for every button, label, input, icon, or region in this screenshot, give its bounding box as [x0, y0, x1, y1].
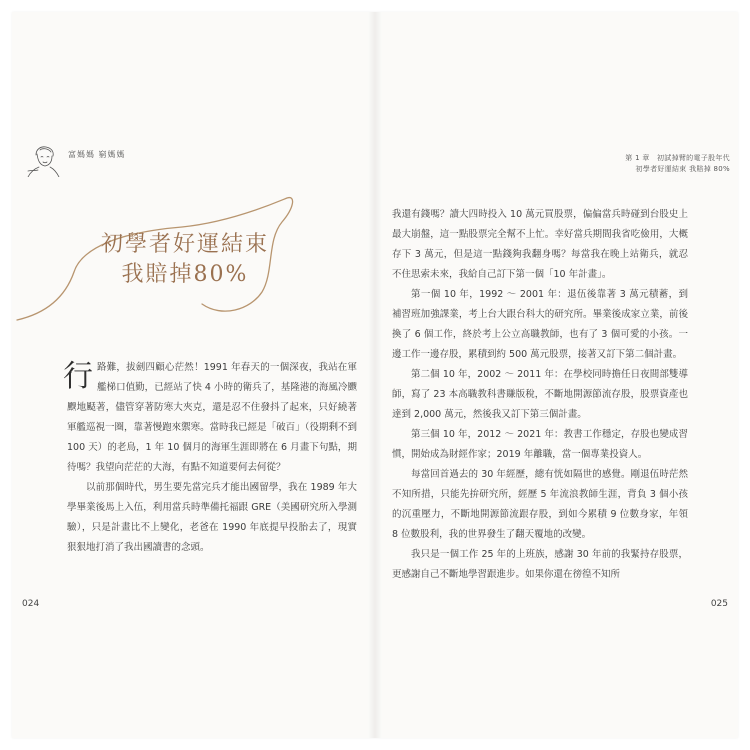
book-spread	[12, 12, 738, 738]
right-body-text	[392, 205, 688, 585]
right-page	[375, 12, 738, 738]
running-header-title: 初學者好運結束 我賠掉 80%	[635, 165, 730, 173]
paragraph: 以前那個時代，男生要先當完兵才能出國留學，我在 1989 年大學畢業後馬上入伍，利用當兵時準備托福跟 GRE（美國研究所入學測驗），只是計畫比不上變化，老爸在 1990 年底提早投胎去了，現實狠狠地打消了我出國讀書的念頭。	[67, 482, 357, 553]
running-header	[625, 153, 730, 175]
paragraph: 每當回首過去的 30 年經歷，總有恍如隔世的感覺。剛退伍時茫然不知所措，只能先拚研究所，經歷 5 年流浪教師生涯，背負 3 個小孩的沉重壓力，不斷地開源節流跟存股，到如今累積 9 位數身家，年領 8 位數股利，我的世界發生了翻天覆地的改變。	[392, 469, 688, 540]
left-page	[12, 12, 375, 738]
paragraph-text: 路難，拔劍四顧心茫然！1991 年春天的一個深夜，我站在軍艦梯口值勤，已經站了快 4 小時的衛兵了，基隆港的海風冷颼颼地颳著，儘管穿著防寒大夾克，還是忍不住發抖了起來，只好繞著軍艦巡視一圈，靠著慢跑來禦寒。當時我已經是「破百」（役期剩不到 100 天）的老鳥，1 年 10 個月的海軍生涯即將在 6 月畫下句點，期待嗎？我望向茫茫的大海，有點不知道要何去何從？	[67, 362, 357, 473]
author-label: 富媽媽 窮媽媽	[68, 150, 126, 159]
paragraph: 第三個 10 年，2012 ～ 2021 年：教書工作穩定，存股也變成習慣，開始成為財經作家；2019 年離職，當一個專業投資人。	[392, 429, 688, 460]
running-header-chapter: 第 1 章 初試掉臂的電子股年代	[625, 154, 730, 162]
chapter-title-line-1: 初學者好運結束	[100, 232, 269, 257]
paragraph: 第一個 10 年，1992 ～ 2001 年：退伍後靠著 3 萬元積蓄，到補習班加強課業，考上台大跟台科大的研究所。畢業後成家立業，前後換了 6 個工作，終於考上公立高職教師，也有了 3 個可愛的小孩。一邊工作一邊存股，累積到約 500 萬元股票，接著又訂下第二個計畫。	[392, 289, 688, 360]
page-number-right: 025	[710, 599, 728, 609]
chapter-title	[70, 230, 300, 290]
page-number-left: 024	[22, 599, 40, 609]
paragraph: 第二個 10 年，2002 ～ 2011 年：在學校同時擔任日夜間部雙導師，寫了 23 本高職教科書賺版稅，不斷地開源節流存股，股票資產也達到 2,000 萬元，然後我又訂下第三個計畫。	[392, 369, 688, 420]
chapter-title-line-2: 我賠掉80%	[121, 262, 249, 287]
author-portrait-sketch-icon	[26, 141, 62, 177]
left-body-text	[63, 358, 357, 558]
paragraph	[63, 358, 357, 478]
paragraph: 我還有錢嗎？讀大四時投入 10 萬元買股票，偏偏當兵時碰到台股史上最大崩盤，這一點股票完全幫不上忙。幸好當兵期間我省吃儉用，大概存下 3 萬元，但是這一點錢夠我翻身嗎？每當我在晚上站衛兵，就忍不住思索未來，我給自己訂下第一個「10 年計畫」。	[392, 209, 688, 280]
paragraph: 我只是一個工作 25 年的上班族，感謝 30 年前的我緊持存股票，更感謝自己不斷地學習跟進步。如果你還在徬徨不知所	[392, 549, 688, 580]
drop-cap: 行	[63, 359, 93, 394]
